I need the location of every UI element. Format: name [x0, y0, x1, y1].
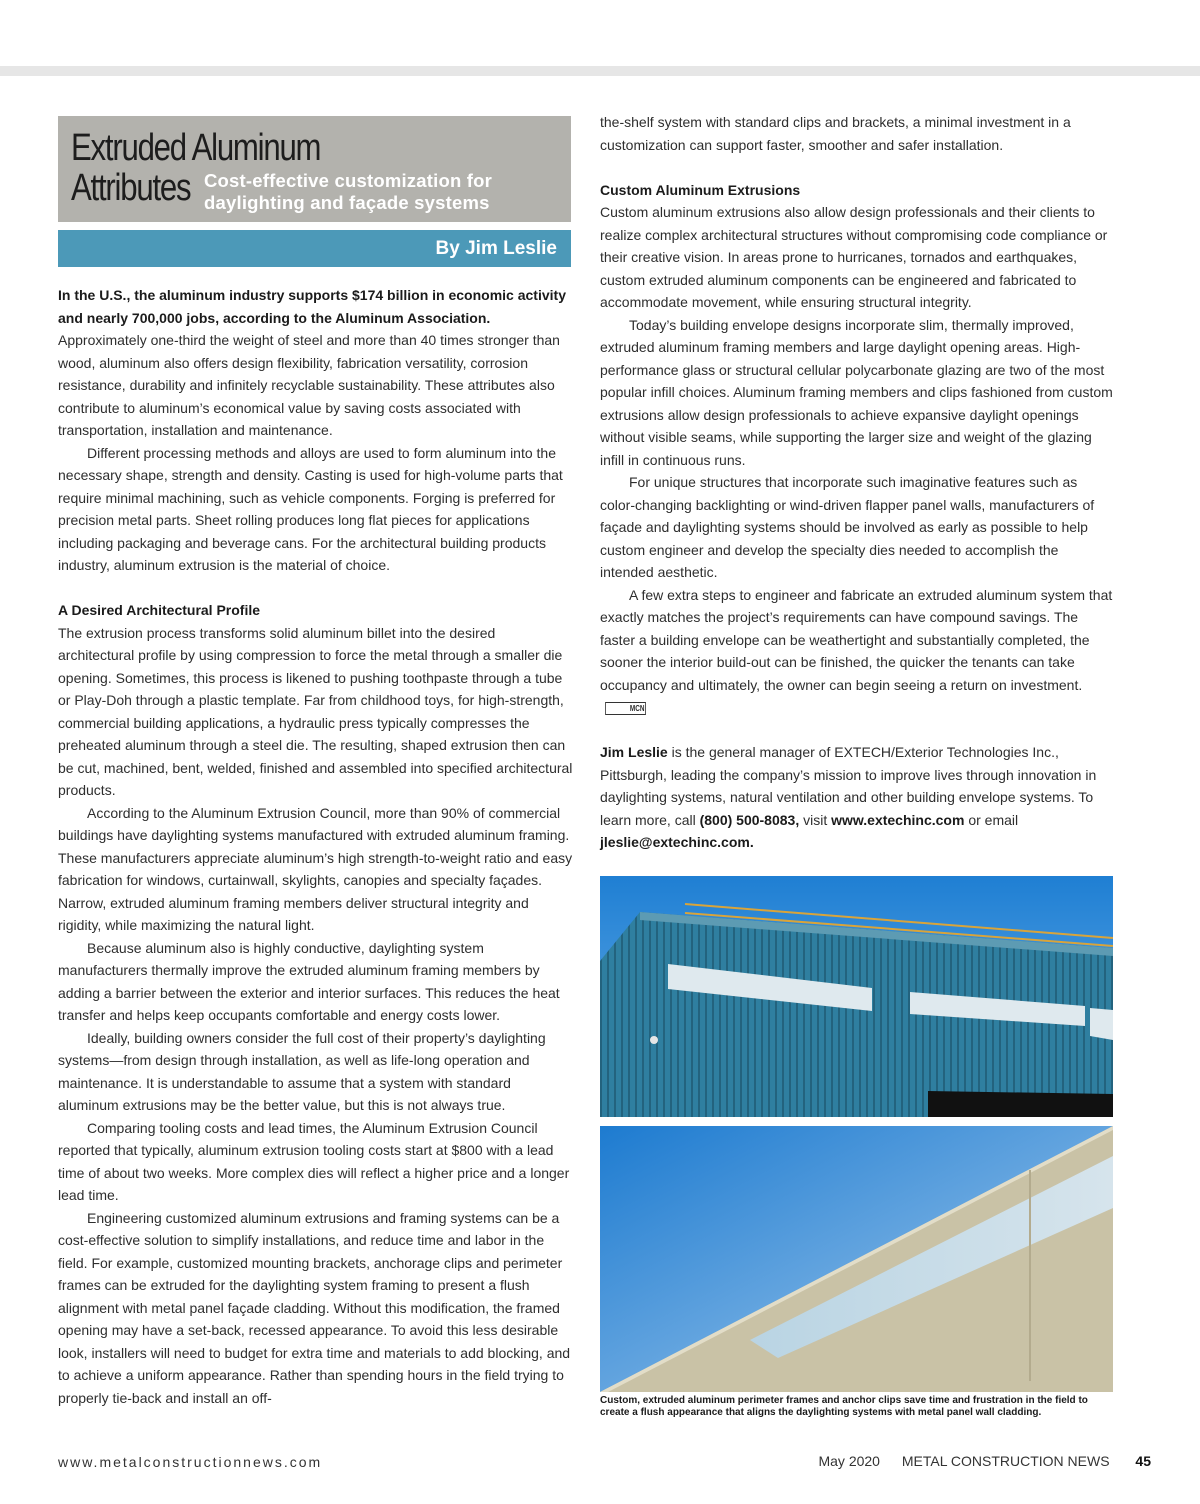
paragraph: Because aluminum also is highly conductive, daylighting system manufacturers thermally improve the extruded aluminum framing members by adding a barrier between the exterior and interior surfaces. This reduces the heat transfer and helps keep occupants comfortable and energy costs lower. — [58, 939, 560, 1023]
subtitle-line-2: daylighting and façade systems — [204, 192, 490, 213]
bio-name: Jim Leslie — [600, 744, 668, 760]
page-number: 45 — [1135, 1453, 1151, 1469]
article-subtitle — [204, 170, 492, 214]
paragraph-text: Approximately one-third the weight of steel and more than 40 times stronger than wood, aluminum also offers design flexibility, fabrication versatility, corrosion resistance, durability and infinitely recyclable sustainability. These attributes also contribute to aluminum’s economical value by saving costs associated with transportation, installation and maintenance. — [58, 332, 560, 438]
bio-text: is the general manager of EXTECH/Exterior Technologies Inc., Pittsburgh, leading the company’s mission to improve lives through innovation in daylighting systems, natural ventilation and other building envelope systems. To learn more, call — [600, 744, 1097, 828]
section-heading: Custom Aluminum Extrusions — [600, 181, 801, 198]
paragraph: Comparing tooling costs and lead times, the Aluminum Extrusion Council reported that typically, aluminum extrusion tooling costs start at $800 with a lead time of about two weeks. More complex dies will reflect a higher price and a longer lead time. — [58, 1119, 570, 1203]
title-line-1: Extruded Aluminum — [71, 127, 321, 169]
section-heading: A Desired Architectural Profile — [58, 602, 261, 618]
footer-date: May 2020 — [818, 1453, 880, 1469]
paragraph: Today’s building envelope designs incorporate slim, thermally improved, extruded aluminum framing members and large daylight opening areas. High-performance glass or structural cellular polycarbonate glazing are two of the most popular infill choices. Aluminum framing members and clips fashioned from custom extrusions allow design professionals to achieve expansive daylight openings without visible seams, while supporting the larger size and weight of the glazing infill in continuous runs. — [600, 316, 1113, 468]
byline: By Jim Leslie — [58, 230, 571, 267]
paragraph — [600, 584, 1114, 719]
bio-visit: visit — [799, 811, 832, 828]
footer-info — [800, 1453, 1151, 1469]
paragraph: According to the Aluminum Extrusion Council, more than 90% of commercial buildings have daylighting systems manufactured with extruded aluminum framing. These manufacturers appreciate aluminum’s high strength-to-weight ratio and easy fabrication for windows, curtainwall, skylights, canopies and specialty façades. Narrow, extruded aluminum framing members deliver structural integrity and rigidity, while maximizing the natural light. — [58, 804, 573, 933]
photo-blue-building — [600, 876, 1113, 1117]
paragraph: Engineering customized aluminum extrusions and framing systems can be a cost-effective solution to simplify installations, and reduce time and labor in the field. For example, customized mounting brackets, anchorage clips and perimeter frames can be extruded for the daylighting system framing to present a flush alignment with metal panel façade cladding. Without this modification, the framed opening may have a set-back, recessed appearance. To avoid this less desirable look, installers will need to budget for extra time and materials to add blocking, and to achieve a uniform appearance. Rather than spending hours in the field trying to properly tie-back and install an off- — [58, 1209, 571, 1406]
paragraph: Ideally, building owners consider the full cost of their property’s daylighting systems—from design through installation, as well as life-long operation and maintenance. It is understandable to assume that a system with standard aluminum extrusions may be the better value, but this is not always true. — [58, 1029, 546, 1113]
author-bio — [600, 741, 1114, 854]
bio-website-link[interactable]: www.extechinc.com — [831, 811, 965, 828]
bio-email-link[interactable]: jleslie@extechinc.com. — [600, 834, 754, 850]
title-line-2: Attributes — [71, 167, 191, 209]
footer-website[interactable]: www.metalconstructionnews.com — [58, 1454, 323, 1470]
footer-publication: METAL CONSTRUCTION NEWS — [901, 1453, 1110, 1469]
photo-caption: Custom, extruded aluminum perimeter frames and anchor clips save time and frustration in the field to create a flush appearance that aligns the daylighting systems with metal panel wall cladding. — [600, 1395, 1088, 1418]
paragraph: Custom aluminum extrusions also allow design professionals and their clients to realize complex architectural structures without compromising code compliance or their creative vision. In areas prone to hurricanes, tornados and earthquakes, custom extruded aluminum components can be engineered and fabricated to accommodate movement, while ensuring structural integrity. — [600, 204, 1108, 310]
bio-phone: (800) 500-8083, — [699, 811, 800, 828]
end-mark-icon: MCN — [605, 702, 646, 715]
top-divider-bar — [0, 66, 1200, 76]
subtitle-line-1: Cost-effective customization for — [204, 170, 493, 191]
paragraph: The extrusion process transforms solid aluminum billet into the desired architectural profile by using compression to force the metal through a smaller die opening. Sometimes, this process is likened to pushing toothpaste through a tube or Play-Doh through a plastic template. Far from childhood toys, for high-strength, commercial building applications, a hydraulic press typically compresses the preheated aluminum through a steel die. The resulting, shaped extrusion then can be cut, machined, bent, welded, finished and assembled into specified architectural products. — [58, 624, 573, 798]
photo-tan-building — [600, 1126, 1113, 1392]
right-column — [600, 111, 1114, 854]
paragraph: Different processing methods and alloys are used to form aluminum into the necessary shape, strength and density. Casting is used for high-volume parts that require minimal machining, such as vehicle components. Forging is preferred for precision metal parts. Sheet rolling produces long flat pieces for applications including packaging and beverage cans. For the architectural building products industry, aluminum extrusion is the material of choice. — [58, 444, 563, 573]
paragraph: For unique structures that incorporate such imaginative features such as color-changing backlighting or wind-driven flapper panel walls, manufacturers of façade and daylighting systems should be involved as early as possible to help custom engineer and develop the specialty dies needed to accomplish the intended aesthetic. — [600, 474, 1095, 580]
paragraph — [58, 284, 574, 442]
title-box — [58, 116, 571, 222]
paragraph-text: A few extra steps to engineer and fabricate an extruded aluminum system that exactly matches the project’s requirements can have compound savings. The faster a building envelope can be weathertight and substantially completed, the sooner the interior build-out can be finished, the quicker the tenants can take occupancy and ultimately, the owner can begin seeing a return on investment. — [600, 586, 1113, 693]
lede: In the U.S., the aluminum industry supports $174 billion in economic activity and nearly 700,000 jobs, according to the Aluminum Association. — [58, 287, 566, 326]
bio-or: or email — [964, 811, 1019, 828]
paragraph: the-shelf system with standard clips and brackets, a minimal investment in a customization can support faster, smoother and safer installation. — [600, 114, 1071, 153]
left-column — [58, 284, 574, 1409]
